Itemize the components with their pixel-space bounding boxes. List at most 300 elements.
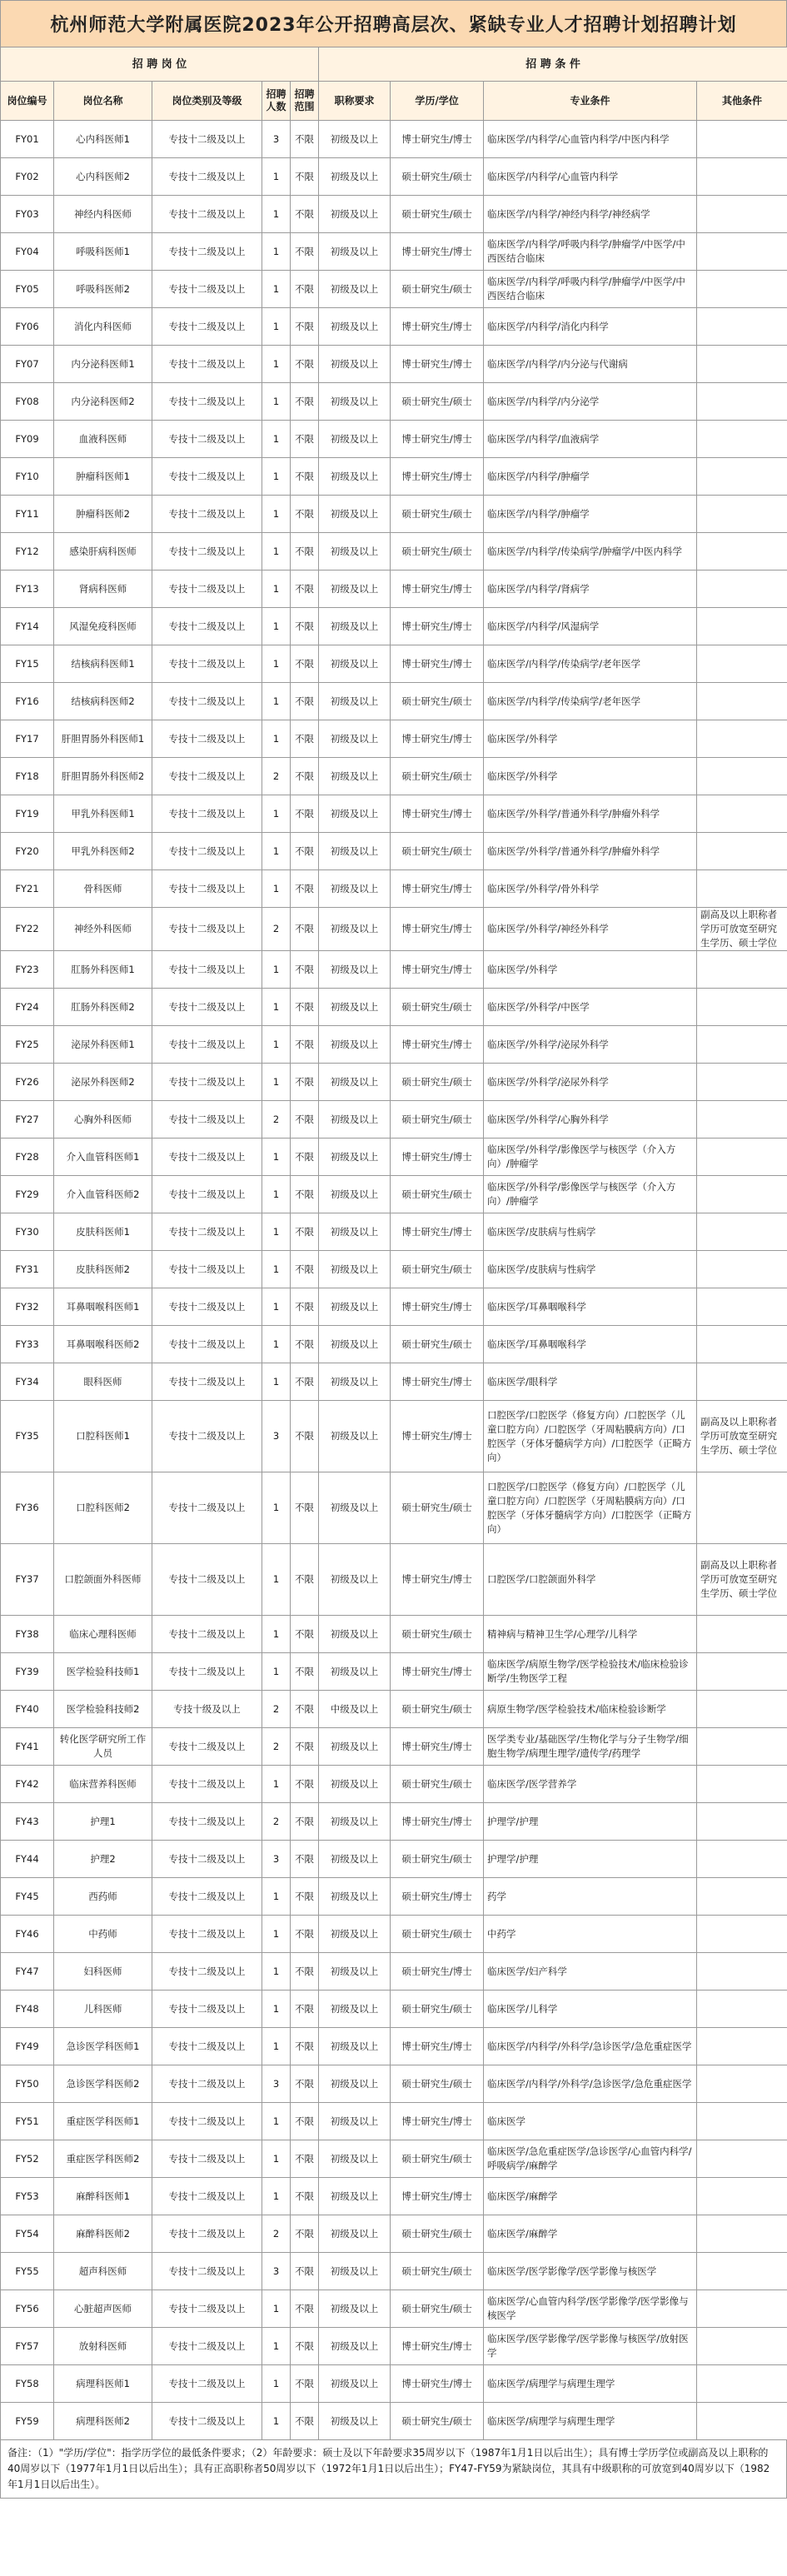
table-row <box>1 1544 787 1616</box>
cell-other <box>697 1991 787 2028</box>
cell-major: 临床医学/内科学/肾病学 <box>484 571 697 608</box>
cell-code: FY29 <box>1 1176 54 1213</box>
cell-title-req: 初级及以上 <box>319 870 391 908</box>
cell-major: 精神病与精神卫生学/心理学/儿科学 <box>484 1616 697 1653</box>
cell-other <box>697 308 787 346</box>
cell-other <box>697 1139 787 1176</box>
cell-other <box>697 870 787 908</box>
cell-other <box>697 1878 787 1916</box>
col-header-other: 其他条件 <box>697 82 787 121</box>
cell-name: 结核病科医师1 <box>54 645 152 683</box>
cell-scope: 不限 <box>291 1363 319 1401</box>
cell-name: 妇科医师 <box>54 1953 152 1991</box>
cell-name: 肿瘤科医师2 <box>54 496 152 533</box>
cell-other <box>697 571 787 608</box>
cell-degree: 硕士研究生/博士 <box>391 1953 484 1991</box>
cell-other <box>697 1026 787 1064</box>
cell-major: 临床医学/儿科学 <box>484 1991 697 2028</box>
cell-major: 临床医学/外科学/普通外科学/肿瘤外科学 <box>484 833 697 870</box>
cell-scope: 不限 <box>291 1544 319 1616</box>
cell-count: 1 <box>262 458 291 496</box>
table-row <box>1 1401 787 1472</box>
cell-code: FY16 <box>1 683 54 720</box>
cell-scope: 不限 <box>291 158 319 196</box>
cell-name: 口腔科医师2 <box>54 1472 152 1544</box>
cell-level: 专技十二级及以上 <box>152 1766 262 1803</box>
cell-scope: 不限 <box>291 645 319 683</box>
cell-other <box>697 458 787 496</box>
cell-level: 专技十二级及以上 <box>152 683 262 720</box>
table-row <box>1 1213 787 1251</box>
cell-degree: 硕士研究生/硕士 <box>391 496 484 533</box>
cell-scope: 不限 <box>291 1213 319 1251</box>
cell-degree: 博士研究生/博士 <box>391 308 484 346</box>
cell-scope: 不限 <box>291 271 319 308</box>
cell-major: 口腔医学/口腔颌面外科学 <box>484 1544 697 1616</box>
table-body <box>1 121 787 2440</box>
cell-level: 专技十二级及以上 <box>152 2290 262 2328</box>
cell-title-req: 初级及以上 <box>319 1064 391 1101</box>
cell-code: FY27 <box>1 1101 54 1139</box>
cell-other <box>697 989 787 1026</box>
cell-count: 1 <box>262 496 291 533</box>
cell-other <box>697 1766 787 1803</box>
cell-count: 1 <box>262 2028 291 2065</box>
cell-level: 专技十二级及以上 <box>152 1326 262 1363</box>
cell-major: 临床医学/外科学/影像医学与核医学（介入方向）/肿瘤学 <box>484 1176 697 1213</box>
cell-count: 1 <box>262 1766 291 1803</box>
cell-code: FY33 <box>1 1326 54 1363</box>
cell-name: 肾病科医师 <box>54 571 152 608</box>
cell-name: 肝胆胃肠外科医师1 <box>54 720 152 758</box>
cell-other <box>697 1653 787 1691</box>
cell-title-req: 初级及以上 <box>319 571 391 608</box>
cell-count: 1 <box>262 571 291 608</box>
cell-title-req: 初级及以上 <box>319 608 391 645</box>
cell-major: 病原生物学/医学检验技术/临床检验诊断学 <box>484 1691 697 1728</box>
table-row <box>1 833 787 870</box>
cell-major: 临床医学/外科学 <box>484 951 697 989</box>
cell-level: 专技十二级及以上 <box>152 1363 262 1401</box>
cell-major: 临床医学/皮肤病与性病学 <box>484 1251 697 1288</box>
cell-name: 肝胆胃肠外科医师2 <box>54 758 152 795</box>
cell-other <box>697 2215 787 2253</box>
cell-title-req: 初级及以上 <box>319 2178 391 2215</box>
cell-title-req: 初级及以上 <box>319 1803 391 1841</box>
cell-degree: 博士研究生/博士 <box>391 346 484 383</box>
cell-title-req: 初级及以上 <box>319 1176 391 1213</box>
cell-name: 临床营养科医师 <box>54 1766 152 1803</box>
cell-level: 专技十二级及以上 <box>152 2215 262 2253</box>
cell-level: 专技十二级及以上 <box>152 383 262 421</box>
cell-level: 专技十二级及以上 <box>152 833 262 870</box>
cell-count: 2 <box>262 1691 291 1728</box>
cell-title-req: 初级及以上 <box>319 1953 391 1991</box>
cell-name: 放射科医师 <box>54 2328 152 2365</box>
cell-major: 临床医学/麻醉学 <box>484 2215 697 2253</box>
cell-major: 临床医学/内科学/风湿病学 <box>484 608 697 645</box>
cell-degree: 博士研究生/博士 <box>391 795 484 833</box>
cell-degree: 博士研究生/博士 <box>391 2328 484 2365</box>
cell-major: 口腔医学/口腔医学（修复方向）/口腔医学（儿童口腔方向）/口腔医学（牙周粘膜病方向）/口腔医学（牙体牙髓病学方向）/口腔医学（正畸方向） <box>484 1401 697 1472</box>
cell-level: 专技十二级及以上 <box>152 1288 262 1326</box>
cell-title-req: 初级及以上 <box>319 1326 391 1363</box>
cell-level: 专技十二级及以上 <box>152 1878 262 1916</box>
cell-code: FY47 <box>1 1953 54 1991</box>
cell-scope: 不限 <box>291 2290 319 2328</box>
cell-count: 1 <box>262 989 291 1026</box>
cell-scope: 不限 <box>291 2140 319 2178</box>
table-row <box>1 758 787 795</box>
cell-count: 1 <box>262 1251 291 1288</box>
cell-level: 专技十二级及以上 <box>152 121 262 158</box>
cell-degree: 硕士研究生/硕士 <box>391 2403 484 2440</box>
cell-code: FY46 <box>1 1916 54 1953</box>
cell-count: 3 <box>262 1401 291 1472</box>
cell-name: 呼吸科医师1 <box>54 233 152 271</box>
cell-level: 专技十二级及以上 <box>152 1544 262 1616</box>
cell-other <box>697 121 787 158</box>
cell-count: 1 <box>262 421 291 458</box>
cell-code: FY49 <box>1 2028 54 2065</box>
cell-scope: 不限 <box>291 1953 319 1991</box>
cell-major: 药学 <box>484 1878 697 1916</box>
cell-count: 1 <box>262 1213 291 1251</box>
cell-major: 中药学 <box>484 1916 697 1953</box>
table-row <box>1 1288 787 1326</box>
table-row <box>1 683 787 720</box>
cell-code: FY52 <box>1 2140 54 2178</box>
cell-level: 专技十二级及以上 <box>152 233 262 271</box>
cell-code: FY51 <box>1 2103 54 2140</box>
col-header-count: 招聘人数 <box>262 82 291 121</box>
cell-other <box>697 758 787 795</box>
col-header-level: 岗位类别及等级 <box>152 82 262 121</box>
cell-title-req: 初级及以上 <box>319 1653 391 1691</box>
cell-scope: 不限 <box>291 2028 319 2065</box>
cell-major: 临床医学/内科学/内分泌与代谢病 <box>484 346 697 383</box>
col-header-title-req: 职称要求 <box>319 82 391 121</box>
table-row <box>1 1803 787 1841</box>
cell-count: 1 <box>262 795 291 833</box>
document-title: 杭州师范大学附属医院2023年公开招聘高层次、紧缺专业人才招聘计划招聘计划 <box>0 0 787 47</box>
cell-scope: 不限 <box>291 2103 319 2140</box>
table-row <box>1 1841 787 1878</box>
table-row <box>1 308 787 346</box>
table-row <box>1 271 787 308</box>
cell-count: 1 <box>262 2365 291 2403</box>
cell-name: 急诊医学科医师1 <box>54 2028 152 2065</box>
cell-other <box>697 1326 787 1363</box>
cell-code: FY22 <box>1 908 54 951</box>
cell-major: 临床医学/病原生物学/医学检验技术/临床检验诊断学/生物医学工程 <box>484 1653 697 1691</box>
cell-scope: 不限 <box>291 989 319 1026</box>
cell-scope: 不限 <box>291 2328 319 2365</box>
cell-other <box>697 683 787 720</box>
cell-level: 专技十二级及以上 <box>152 2028 262 2065</box>
cell-degree: 硕士研究生/硕士 <box>391 196 484 233</box>
table-row <box>1 1064 787 1101</box>
table-row <box>1 951 787 989</box>
cell-title-req: 初级及以上 <box>319 158 391 196</box>
table-row <box>1 1472 787 1544</box>
cell-title-req: 初级及以上 <box>319 1841 391 1878</box>
cell-level: 专技十二级及以上 <box>152 1472 262 1544</box>
cell-name: 西药师 <box>54 1878 152 1916</box>
cell-title-req: 初级及以上 <box>319 1991 391 2028</box>
cell-degree: 博士研究生/博士 <box>391 1401 484 1472</box>
table-row <box>1 383 787 421</box>
cell-name: 泌尿外科医师2 <box>54 1064 152 1101</box>
table-row <box>1 645 787 683</box>
cell-major: 口腔医学/口腔医学（修复方向）/口腔医学（儿童口腔方向）/口腔医学（牙周粘膜病方向）/口腔医学（牙体牙髓病学方向）/口腔医学（正畸方向） <box>484 1472 697 1544</box>
cell-title-req: 初级及以上 <box>319 1766 391 1803</box>
cell-level: 专技十二级及以上 <box>152 571 262 608</box>
cell-level: 专技十二级及以上 <box>152 720 262 758</box>
cell-other <box>697 795 787 833</box>
cell-name: 护理2 <box>54 1841 152 1878</box>
cell-degree: 博士研究生/博士 <box>391 645 484 683</box>
cell-scope: 不限 <box>291 571 319 608</box>
cell-title-req: 初级及以上 <box>319 2328 391 2365</box>
cell-name: 呼吸科医师2 <box>54 271 152 308</box>
cell-major: 临床医学/耳鼻咽喉科学 <box>484 1326 697 1363</box>
cell-level: 专技十二级及以上 <box>152 908 262 951</box>
cell-code: FY17 <box>1 720 54 758</box>
cell-other <box>697 1251 787 1288</box>
cell-scope: 不限 <box>291 1803 319 1841</box>
cell-level: 专技十二级及以上 <box>152 2403 262 2440</box>
cell-major: 护理学/护理 <box>484 1841 697 1878</box>
cell-code: FY43 <box>1 1803 54 1841</box>
cell-code: FY07 <box>1 346 54 383</box>
group-header-conditions: 招 聘 条 件 <box>319 47 787 82</box>
cell-scope: 不限 <box>291 1251 319 1288</box>
cell-scope: 不限 <box>291 1064 319 1101</box>
cell-level: 专技十二级及以上 <box>152 2328 262 2365</box>
cell-scope: 不限 <box>291 1991 319 2028</box>
cell-count: 1 <box>262 1026 291 1064</box>
cell-code: FY35 <box>1 1401 54 1472</box>
cell-other <box>697 1363 787 1401</box>
table-row <box>1 1653 787 1691</box>
cell-major: 临床医学/病理学与病理生理学 <box>484 2403 697 2440</box>
cell-count: 1 <box>262 533 291 571</box>
cell-major: 临床医学/急危重症医学/急诊医学/心血管内科学/呼吸病学/麻醉学 <box>484 2140 697 2178</box>
cell-title-req: 初级及以上 <box>319 1363 391 1401</box>
cell-degree: 博士研究生/博士 <box>391 2178 484 2215</box>
cell-title-req: 初级及以上 <box>319 1213 391 1251</box>
cell-degree: 博士研究生/博士 <box>391 1026 484 1064</box>
cell-degree: 博士研究生/博士 <box>391 1653 484 1691</box>
cell-degree: 博士研究生/博士 <box>391 608 484 645</box>
cell-other <box>697 720 787 758</box>
cell-level: 专技十二级及以上 <box>152 795 262 833</box>
cell-degree: 硕士研究生/硕士 <box>391 1991 484 2028</box>
cell-name: 肿瘤科医师1 <box>54 458 152 496</box>
cell-scope: 不限 <box>291 1101 319 1139</box>
cell-scope: 不限 <box>291 1616 319 1653</box>
cell-name: 皮肤科医师1 <box>54 1213 152 1251</box>
cell-scope: 不限 <box>291 1401 319 1472</box>
cell-major: 临床医学/内科学/肿瘤学 <box>484 458 697 496</box>
table-row <box>1 1691 787 1728</box>
cell-code: FY14 <box>1 608 54 645</box>
table-row <box>1 458 787 496</box>
recruitment-table <box>0 47 787 2440</box>
cell-level: 专技十二级及以上 <box>152 2365 262 2403</box>
cell-level: 专技十二级及以上 <box>152 1841 262 1878</box>
cell-other <box>697 1064 787 1101</box>
cell-name: 神经外科医师 <box>54 908 152 951</box>
cell-code: FY02 <box>1 158 54 196</box>
cell-scope: 不限 <box>291 1841 319 1878</box>
cell-degree: 硕士研究生/硕士 <box>391 1326 484 1363</box>
cell-level: 专技十二级及以上 <box>152 1213 262 1251</box>
cell-name: 医学检验科技师1 <box>54 1653 152 1691</box>
cell-other <box>697 421 787 458</box>
cell-code: FY39 <box>1 1653 54 1691</box>
cell-level: 专技十二级及以上 <box>152 458 262 496</box>
cell-title-req: 初级及以上 <box>319 2290 391 2328</box>
cell-level: 专技十二级及以上 <box>152 1064 262 1101</box>
cell-code: FY09 <box>1 421 54 458</box>
table-row <box>1 1363 787 1401</box>
table-row <box>1 908 787 951</box>
cell-name: 风湿免疫科医师 <box>54 608 152 645</box>
cell-other <box>697 2103 787 2140</box>
cell-name: 超声科医师 <box>54 2253 152 2290</box>
cell-level: 专技十二级及以上 <box>152 2103 262 2140</box>
cell-level: 专技十二级及以上 <box>152 308 262 346</box>
cell-name: 血液科医师 <box>54 421 152 458</box>
cell-scope: 不限 <box>291 795 319 833</box>
cell-title-req: 初级及以上 <box>319 1916 391 1953</box>
cell-major: 临床医学/外科学/普通外科学/肿瘤外科学 <box>484 795 697 833</box>
cell-code: FY24 <box>1 989 54 1026</box>
cell-name: 介入血管科医师1 <box>54 1139 152 1176</box>
cell-other <box>697 158 787 196</box>
cell-scope: 不限 <box>291 833 319 870</box>
cell-other <box>697 645 787 683</box>
cell-scope: 不限 <box>291 308 319 346</box>
cell-other <box>697 383 787 421</box>
cell-other <box>697 271 787 308</box>
cell-name: 麻醉科医师1 <box>54 2178 152 2215</box>
cell-major: 临床医学/内科学/肿瘤学 <box>484 496 697 533</box>
cell-degree: 硕士研究生/硕士 <box>391 1616 484 1653</box>
table-row <box>1 2178 787 2215</box>
cell-other <box>697 2253 787 2290</box>
cell-degree: 博士研究生/博士 <box>391 870 484 908</box>
cell-code: FY40 <box>1 1691 54 1728</box>
cell-count: 3 <box>262 2253 291 2290</box>
cell-code: FY01 <box>1 121 54 158</box>
table-row <box>1 1251 787 1288</box>
cell-count: 1 <box>262 2290 291 2328</box>
cell-major: 临床医学/外科学 <box>484 720 697 758</box>
table-row <box>1 1916 787 1953</box>
cell-level: 专技十二级及以上 <box>152 1176 262 1213</box>
cell-degree: 博士研究生/博士 <box>391 421 484 458</box>
cell-major: 临床医学/外科学/骨外科学 <box>484 870 697 908</box>
cell-code: FY38 <box>1 1616 54 1653</box>
cell-count: 1 <box>262 1953 291 1991</box>
cell-scope: 不限 <box>291 1916 319 1953</box>
cell-count: 1 <box>262 2178 291 2215</box>
cell-degree: 博士研究生/博士 <box>391 2365 484 2403</box>
cell-count: 3 <box>262 121 291 158</box>
cell-scope: 不限 <box>291 1139 319 1176</box>
cell-code: FY03 <box>1 196 54 233</box>
cell-level: 专技十二级及以上 <box>152 158 262 196</box>
cell-degree: 硕士研究生/硕士 <box>391 158 484 196</box>
table-row <box>1 2103 787 2140</box>
cell-count: 2 <box>262 908 291 951</box>
cell-degree: 硕士研究生/博士 <box>391 1878 484 1916</box>
cell-other <box>697 1728 787 1766</box>
cell-title-req: 初级及以上 <box>319 2065 391 2103</box>
cell-level: 专技十二级及以上 <box>152 1916 262 1953</box>
table-row <box>1 1616 787 1653</box>
cell-scope: 不限 <box>291 1176 319 1213</box>
cell-scope: 不限 <box>291 458 319 496</box>
cell-other <box>697 2065 787 2103</box>
cell-major: 临床医学/内科学/呼吸内科学/肿瘤学/中医学/中西医结合临床 <box>484 271 697 308</box>
cell-code: FY08 <box>1 383 54 421</box>
table-row <box>1 571 787 608</box>
table-row <box>1 2028 787 2065</box>
cell-title-req: 初级及以上 <box>319 1251 391 1288</box>
cell-degree: 硕士研究生/硕士 <box>391 383 484 421</box>
cell-degree: 博士研究生/博士 <box>391 1288 484 1326</box>
table-row <box>1 158 787 196</box>
cell-name: 感染肝病科医师 <box>54 533 152 571</box>
table-row <box>1 1728 787 1766</box>
cell-name: 病理科医师2 <box>54 2403 152 2440</box>
cell-other <box>697 2178 787 2215</box>
cell-title-req: 初级及以上 <box>319 1728 391 1766</box>
cell-code: FY12 <box>1 533 54 571</box>
table-row <box>1 1991 787 2028</box>
cell-count: 1 <box>262 158 291 196</box>
cell-level: 专技十二级及以上 <box>152 2065 262 2103</box>
table-row <box>1 1878 787 1916</box>
cell-name: 病理科医师1 <box>54 2365 152 2403</box>
cell-count: 1 <box>262 2103 291 2140</box>
cell-major: 临床医学/内科学/消化内科学 <box>484 308 697 346</box>
cell-degree: 博士研究生/博士 <box>391 1139 484 1176</box>
cell-degree: 博士研究生/博士 <box>391 1803 484 1841</box>
cell-other <box>697 608 787 645</box>
cell-scope: 不限 <box>291 758 319 795</box>
cell-degree: 硕士研究生/硕士 <box>391 2065 484 2103</box>
cell-level: 专技十二级及以上 <box>152 1803 262 1841</box>
cell-scope: 不限 <box>291 683 319 720</box>
col-header-degree: 学历/学位 <box>391 82 484 121</box>
cell-other <box>697 1101 787 1139</box>
cell-scope: 不限 <box>291 1766 319 1803</box>
cell-other <box>697 1616 787 1653</box>
cell-title-req: 初级及以上 <box>319 1544 391 1616</box>
cell-name: 耳鼻咽喉科医师2 <box>54 1326 152 1363</box>
table-row <box>1 870 787 908</box>
cell-title-req: 初级及以上 <box>319 2403 391 2440</box>
cell-major: 临床医学/内科学/传染病学/老年医学 <box>484 645 697 683</box>
cell-title-req: 初级及以上 <box>319 2365 391 2403</box>
table-row <box>1 196 787 233</box>
cell-level: 专技十二级及以上 <box>152 1616 262 1653</box>
